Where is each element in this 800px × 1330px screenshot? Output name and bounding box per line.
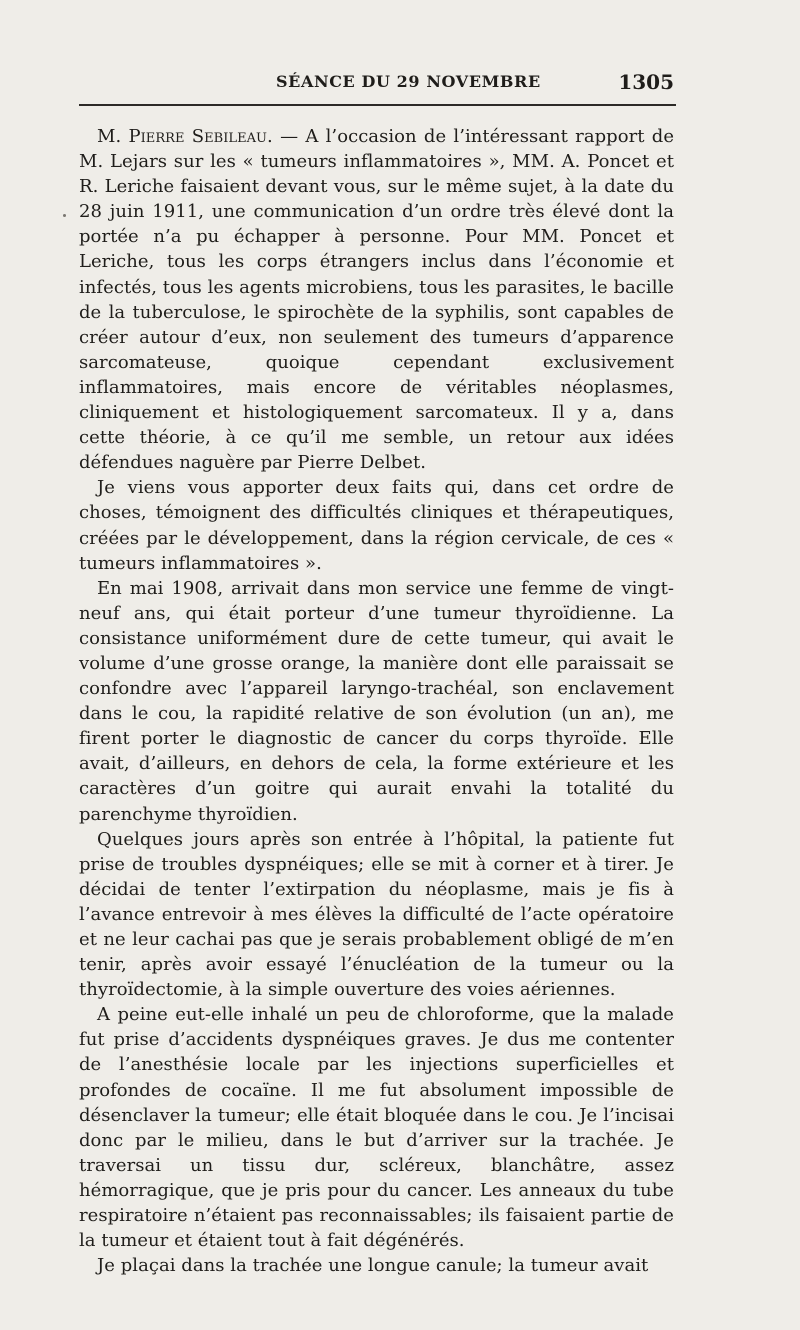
paragraph-3: En mai 1908, arrivait dans mon service une femme de vingt-neuf ans, qui était porteur d’une tumeur thyroïdienne. La consistance uniformément dure de cette tumeur, qui avait le volume d’une grosse orange, la manière dont elle paraissait se confondre avec l’appareil laryngo-trachéal, son enclavement dans le cou, la rapidité relative de son évolution (un an), me firent porter le diagnostic de cancer du corps thyroïde. Elle avait, d’ailleurs, en dehors de cela, la forme extérieure et les caractères d’un goitre qui aurait envahi la totalité du parenchyme thyroïdien. <box>79 577 674 825</box>
paragraph-4: Quelques jours après son entrée à l’hôpital, la patiente fut prise de troubles dyspnéiques; elle se mit à corner et à tirer. Je décidai de tenter l’extirpation du néoplasme, mais je fis à l’avance entrevoir à mes élèves la difficulté de l’acte opératoire et ne leur cachai pas que je serais probablement obligé de m’en tenir, après avoir essayé l’énucléation de la tumeur ou la thyroïdectomie, à la simple ouverture des voies aériennes. <box>79 828 674 1001</box>
speaker-name: M. Pierre Sebileau. <box>97 126 273 147</box>
running-title: SÉANCE DU 29 NOVEMBRE <box>276 72 541 91</box>
main-text <box>79 124 674 1278</box>
paragraph-1 <box>79 124 674 475</box>
paragraph-5: A peine eut-elle inhalé un peu de chloroforme, que la malade fut prise d’accidents dyspnéiques graves. Je dus me contenter de l’anesthésie locale par les injections superficielles et profondes de cocaïne. Il me fut absolument impossible de désenclaver la tumeur; elle était bloquée dans le cou. Je l’incisai donc par le milieu, dans le but d’arriver sur la trachée. Je traversai un tissu dur, scléreux, blanchâtre, assez hémorragique, que je pris pour du cancer. Les anneaux du tube respiratoire n’étaient pas reconnaissables; ils faisaient partie de la tumeur et étaient tout à fait dégénérés. <box>79 1004 674 1252</box>
margin-speck <box>63 214 66 217</box>
paragraph-1-text: — A l’occasion de l’intéressant rapport de M. Lejars sur les « tumeurs inflammatoires », MM. A. Poncet et R. Leriche faisaient devant vous, sur le même sujet, à la date du 28 juin 1911, une communication d’un ordre très élevé dont la portée n’a pu échapper à personne. Pour MM. Poncet et Leriche, tous les corps étrangers inclus dans l’économie et infectés, tous les agents microbiens, tous les parasites, le bacille de la tuberculose, le spirochète de la syphilis, sont capables de créer autour d’eux, non seulement des tumeurs d’apparence sarcomateuse, quoique cependant exclusivement inflammatoires, mais encore de véritables néoplasmes, cliniquement et histologiquement sarcomateux. Il y a, dans cette théorie, à ce qu’il me semble, un retour aux idées défendues naguère par Pierre Delbet. <box>79 126 675 474</box>
header-rule <box>79 104 676 106</box>
paragraph-2: Je viens vous apporter deux faits qui, dans cet ordre de choses, témoignent des difficultés cliniques et thérapeutiques, créées par le développement, dans la région cervicale, de ces « tumeurs inflammatoires ». <box>79 477 674 574</box>
paragraph-6: Je plaçai dans la trachée une longue canule; la tumeur avait <box>97 1255 649 1277</box>
page-number: 1305 <box>618 70 674 94</box>
running-header <box>79 72 674 100</box>
